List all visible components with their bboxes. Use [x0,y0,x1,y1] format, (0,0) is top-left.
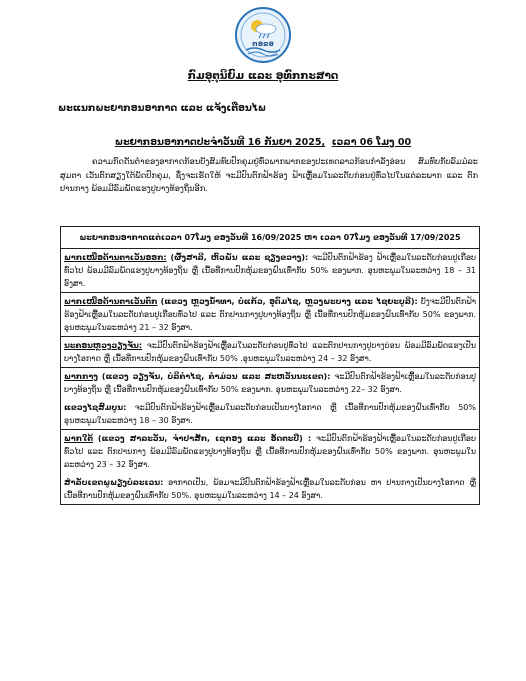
region-forecast: ຈະມີປົນຕົກຟ້າຮ້ອງ ຟ້າເຫຼື້ອມໃນລະດັບກ່ອນປູເກືອບທົ່ວໄປ ພ້ອມມີລົມພັດແຮງປູບາງທ້ອງຖິ່ນ ຫຼື ເນື້ອທີ່ການປົກຫຸ້ມຂອງຝົນເທົ່າກັບ 50% ຂອງພາກ. ອຸນຫະພູມໃນລະຫວ່າງ 18 – 31 ອົງສາ. [64,253,476,288]
region-forecast: ອາກາດເປັນ, ພ້ອມຈະມີປົນຕົກຟ້າຮ້ອງຟ້າເຫຼື້ອມໃນລະດັບກ່ອນ ຫາ ປານກາງເປັນບາງໂອກາດ ຫຼື ເນື້ອທີ່ການປົກຫຸ້ມຂອງຝົນເທົ່າກັບ 50%. ອຸນຫະພູມໃນລະຫວ່າງ 14 – 24 ອົງສາ. [64,478,476,500]
table-row [61,293,480,337]
region-plateau [64,476,476,502]
region-south [61,430,480,505]
forecast-table [60,226,480,505]
region-provinces: (ແຂວງ ຫຼວງນ້ຳທາ, ບໍ່ແກ້ວ, ອຸດົມໄຊ, ຫຼວງພະບາງ ແລະ ໄຊຍະບູລີ): [160,297,418,306]
ministry-name: ກົມອຸຕຸນິຍົມ ແລະ ອຸທົກກະສາດ [187,70,339,82]
forecast-date: ພະຍາກອນອາກາດປະຈຳວັນທີ 16 ກັນຍາ 2025, [114,137,326,148]
region-name: ສຳລັບເຂດພູພຽງບໍລະເວນ: [64,478,164,487]
region-name: ພາກກາງ [64,372,98,381]
table-header-row [61,227,480,249]
region-forecast: ບັງຈະມີປົນຕົກຟ້າຮ້ອງຟ້າເຫຼື້ອມໃນລະດັບກ່ອນປູເກືອບທົ່ວໄປ ແລະ ຕົກປານກາງປູບາງທ້ອງຖິ່ນ ຫຼື ເນື້ອທີ່ການປົກຫຸ້ມຂອງຝົນເທົ່າກັບ 50% ຂອງພາກ. ອຸນຫະພູມໃນລະຫວ່າງ 21 – 32 ອົງສາ. [64,297,477,332]
region-provinces: (ແຂວງ ວຽງຈັນ, ບໍລິຄຳໄຊ, ຄຳມ່ວນ ແລະ ສະຫວັນນະເຂດ): [101,372,331,381]
region-forecast: ຈະມີປົນຕົກຟ້າຮ້ອງຟ້າເຫຼື້ອມໃນລະດັບກ່ອນປູທົ່ວໄປ ແລະຕົກປານກາງປູບາງບ່ອນ ພ້ອມມີລົມພັດແຮງເປັນບາງໂອກາດ ຫຼື ເນື້ອທີ່ການປົກຫຸ້ມຂອງຝົນເທົ່າກັບ 50% .ອຸນຫະພູມໃນລະຫວ່າງ 24 – 32 ອົງສາ. [64,341,476,363]
region-forecast: ຈະມີປົນຕົກຟ້າຮ້ອງຟ້າເຫຼື້ອມໃນລະດັບກ່ອນປູບາງທ້ອງຖິ່ນ ຫຼື ເນື້ອທີ່ການປົກຫຸ້ມຂອງຝົນເທົ່າກັບ 50% ຂອງພາກ. ອຸນຫະພູມໃນລະຫວ່າງ 22– 32 ອົງສາ. [64,372,476,394]
region-forecast: ຈະມີປົນຕົກຟ້າຮ້ອງຟ້າເຫຼື້ອມໃນລະດັບກ່ອນປູເກືອບທົ່ວໄປ ແລະ ຕົກປານກາງ ພ້ອມມີລົມພັດແຮງປູບາງທ້ອງຖິ່ນ ຫຼື ເນື້ອທີ່ການປົກຫຸ້ມຂອງຝົນເທົ່າກັບ 50% ຂອງພາກ. ອຸນຫະພູມໃນລະຫວ່າງ 23 – 32 ອົງສາ. [64,434,476,469]
region-name: ນະຄອນຫຼວງວຽງຈັນ: [64,341,143,350]
sun-cloud-rain-emblem-icon [234,6,292,64]
region-northeast [61,249,480,293]
region-central [61,368,480,430]
ministry-logo [234,6,292,64]
table-row [61,368,480,430]
department-name: ພະແນກພະຍາກອນອາກາດ ແລະ ແຈ້ງເຕືອນໄພ [58,103,267,114]
region-provinces: (ແຂວງ ສາລະວັນ, ຈຳປາສັກ, ເຊກອງ ແລະ ອັດຕະປື) : [97,434,312,443]
region-vientiane-capital [61,337,480,368]
region-xaisomboun [64,401,476,427]
region-name: ພາກໃຕ້ [64,434,93,443]
region-name: ແຂວງໄຊສົມບູນ: [64,403,127,412]
region-name: ພາກເໜືອດ້ານຕາເວັນອອກ: [64,253,167,262]
region-provinces: (ຜົ້ງສາລີ, ຫົວພັນ ແລະ ຊຽງຂວາງ): [170,253,309,262]
logo-text: ກອຂອ [252,40,274,48]
table-row [61,249,480,293]
region-name: ພາກເໜືອດ້ານຕາເວັນຕົກ [64,297,158,306]
region-forecast: ຈະມີປົນຕົກຟ້າຮ້ອງຟ້າເຫຼື້ອມໃນລະດັບກ່ອນເປັນບາງໂອກາດ ຫຼື ເນື້ອທີ່ການປົກຫຸ້ມຂອງຝົນເທົ່າກັບ 50% ອຸນຫະພູມໃນລະຫວ່າງ 18 – 30 ອົງສາ. [64,403,476,425]
region-northwest [61,293,480,337]
intro-paragraph: ຄວາມກົດດັນຕ່ຳຂອງອາກາດກ້ອນບັງສົມທົບປົກຄຸມຢູ່ທົ່ວພາກພາກຂອງປະເທດລາວກ້ອນກຳລັງອ່ອນ ສົມທົບກັບລົມມໍລະສຸມຕາ ເວັນຕົກສຽງໃຕ້ພັດປົກຄຸມ, ຊຶ່ງຈະເຮັດໃຫ້ ຈະມີປົນຕົກຟ້າຮ້ອງ ຟ້າເຫຼື້ອມໃນລະດັບກ່ອນຢູ່ທົ່ວໄປໃນແຕ່ລະພາກ ແລະ ຕົກປານກາງ ພ້ອມມີລົມພັດແຮງປູບາງທ້ອງຖິ່ນອີກ. [60,156,478,193]
table-header: ພະຍາກອນອາກາດແຕ່ເວລາ 07ໂມງ ຂອງວັນທີ 16/09/2025 ຫາ ເວລາ 07ໂມງ ຂອງວັນທີ 17/09/2025 [61,227,480,249]
table-row [61,430,480,505]
forecast-time: ເວລາ 06 ໂມງ 00 [331,137,412,148]
forecast-title [0,137,526,148]
table-row [61,337,480,368]
